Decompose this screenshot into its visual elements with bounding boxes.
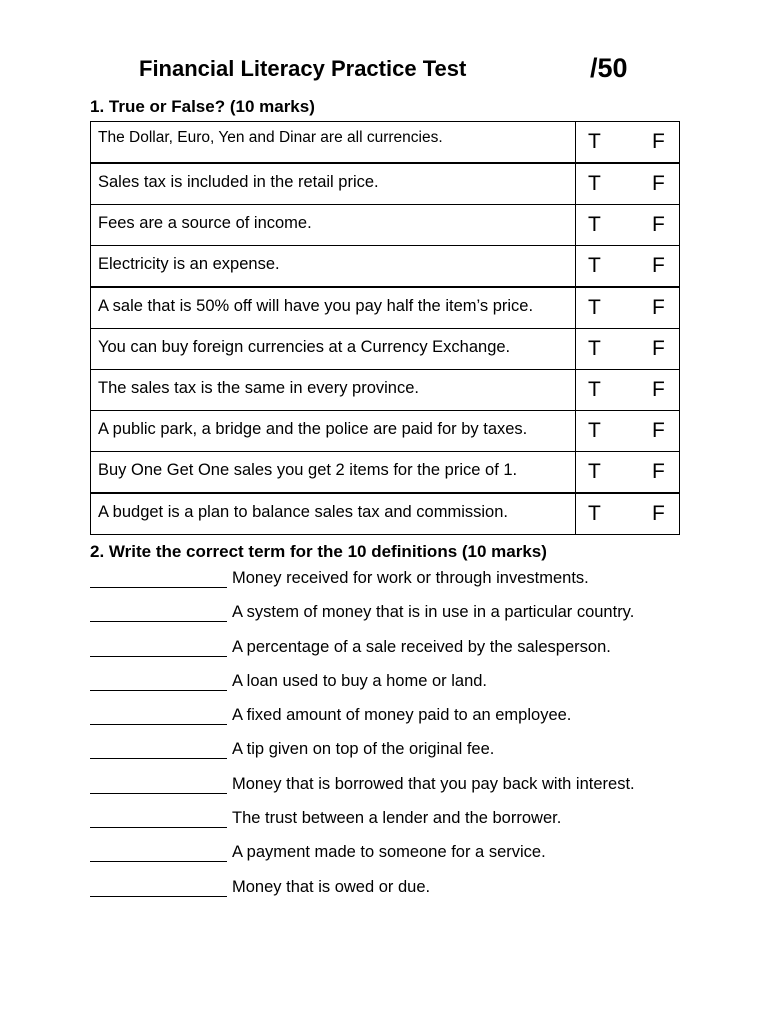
answer-blank[interactable] — [90, 876, 227, 897]
false-option[interactable]: F — [652, 213, 665, 236]
definition-item — [90, 636, 710, 670]
true-option[interactable]: T — [588, 254, 601, 277]
true-false-options — [576, 246, 680, 288]
true-false-statement: A public park, a bridge and the police are paid for by taxes. — [91, 411, 576, 452]
definition-item — [90, 807, 710, 841]
definition-text: A percentage of a sale received by the salesperson. — [232, 637, 611, 656]
total-score-label: /50 — [590, 53, 628, 83]
definition-text: A loan used to buy a home or land. — [232, 671, 488, 690]
definition-text: Money received for work or through investments. — [232, 569, 589, 587]
answer-blank[interactable] — [90, 636, 227, 657]
true-false-statement: The sales tax is the same in every province. — [91, 370, 576, 411]
true-false-options — [576, 163, 680, 205]
definition-item — [90, 876, 710, 910]
true-false-row — [91, 329, 680, 370]
true-false-heading: 1. True or False? (10 marks) — [90, 97, 315, 116]
true-false-statement: Sales tax is included in the retail price. — [91, 163, 576, 205]
false-option[interactable]: F — [652, 337, 665, 360]
true-false-row — [91, 122, 680, 164]
false-option[interactable]: F — [652, 419, 665, 442]
true-false-options — [576, 287, 680, 329]
definition-text: The trust between a lender and the borrower. — [232, 809, 562, 828]
true-false-statement: You can buy foreign currencies at a Currency Exchange. — [91, 329, 576, 370]
test-title: Financial Literacy Practice Test — [139, 56, 467, 81]
true-false-statement: Buy One Get One sales you get 2 items for the price of 1. — [91, 452, 576, 494]
false-option[interactable]: F — [652, 296, 665, 319]
true-option[interactable]: T — [588, 378, 601, 401]
answer-blank[interactable] — [90, 841, 227, 862]
false-option[interactable]: F — [652, 502, 665, 525]
false-option[interactable]: F — [652, 378, 665, 401]
true-false-row — [91, 370, 680, 411]
definition-item — [90, 704, 710, 738]
true-false-options — [576, 122, 680, 164]
true-option[interactable]: T — [588, 213, 601, 236]
definition-item — [90, 601, 710, 635]
definition-item — [90, 841, 710, 875]
true-option[interactable]: T — [588, 172, 601, 195]
definition-item — [90, 670, 710, 704]
true-false-statement: A sale that is 50% off will have you pay half the item’s price. — [91, 287, 576, 329]
true-option[interactable]: T — [588, 130, 601, 153]
true-false-options — [576, 370, 680, 411]
definition-item — [90, 738, 710, 772]
answer-blank[interactable] — [90, 670, 227, 691]
true-false-options — [576, 493, 680, 535]
definition-item — [90, 567, 710, 601]
definition-text: Money that is owed or due. — [232, 877, 431, 896]
true-false-row — [91, 493, 680, 535]
definitions-heading: 2. Write the correct term for the 10 definitions (10 marks) — [90, 542, 547, 561]
true-false-options — [576, 452, 680, 494]
definition-text: A payment made to someone for a service. — [232, 843, 546, 862]
definition-text: A system of money that is in use in a particular country. — [232, 603, 635, 622]
true-false-statement: The Dollar, Euro, Yen and Dinar are all currencies. — [91, 122, 576, 164]
false-option[interactable]: F — [652, 130, 665, 153]
definitions-list — [90, 567, 710, 910]
true-option[interactable]: T — [588, 337, 601, 360]
false-option[interactable]: F — [652, 172, 665, 195]
true-false-options — [576, 329, 680, 370]
answer-blank[interactable] — [90, 807, 227, 828]
true-false-table — [90, 121, 680, 535]
true-option[interactable]: T — [588, 460, 601, 483]
answer-blank[interactable] — [90, 704, 227, 725]
false-option[interactable]: F — [652, 254, 665, 277]
true-false-options — [576, 411, 680, 452]
true-option[interactable]: T — [588, 419, 601, 442]
answer-blank[interactable] — [90, 738, 227, 759]
false-option[interactable]: F — [652, 460, 665, 483]
true-false-statement: Fees are a source of income. — [91, 205, 576, 246]
answer-blank[interactable] — [90, 567, 227, 588]
true-false-options — [576, 205, 680, 246]
true-false-row — [91, 163, 680, 205]
definition-item — [90, 773, 710, 807]
definition-text: A fixed amount of money paid to an employee. — [232, 706, 572, 725]
true-option[interactable]: T — [588, 502, 601, 525]
definition-text: Money that is borrowed that you pay back with interest. — [232, 774, 635, 793]
answer-blank[interactable] — [90, 601, 227, 622]
answer-blank[interactable] — [90, 773, 227, 794]
true-false-statement: A budget is a plan to balance sales tax and commission. — [91, 493, 576, 535]
true-false-row — [91, 205, 680, 246]
true-false-row — [91, 287, 680, 329]
definition-text: A tip given on top of the original fee. — [232, 740, 495, 759]
true-false-row — [91, 246, 680, 288]
true-option[interactable]: T — [588, 296, 601, 319]
true-false-statement: Electricity is an expense. — [91, 246, 576, 288]
true-false-row — [91, 411, 680, 452]
true-false-row — [91, 452, 680, 494]
